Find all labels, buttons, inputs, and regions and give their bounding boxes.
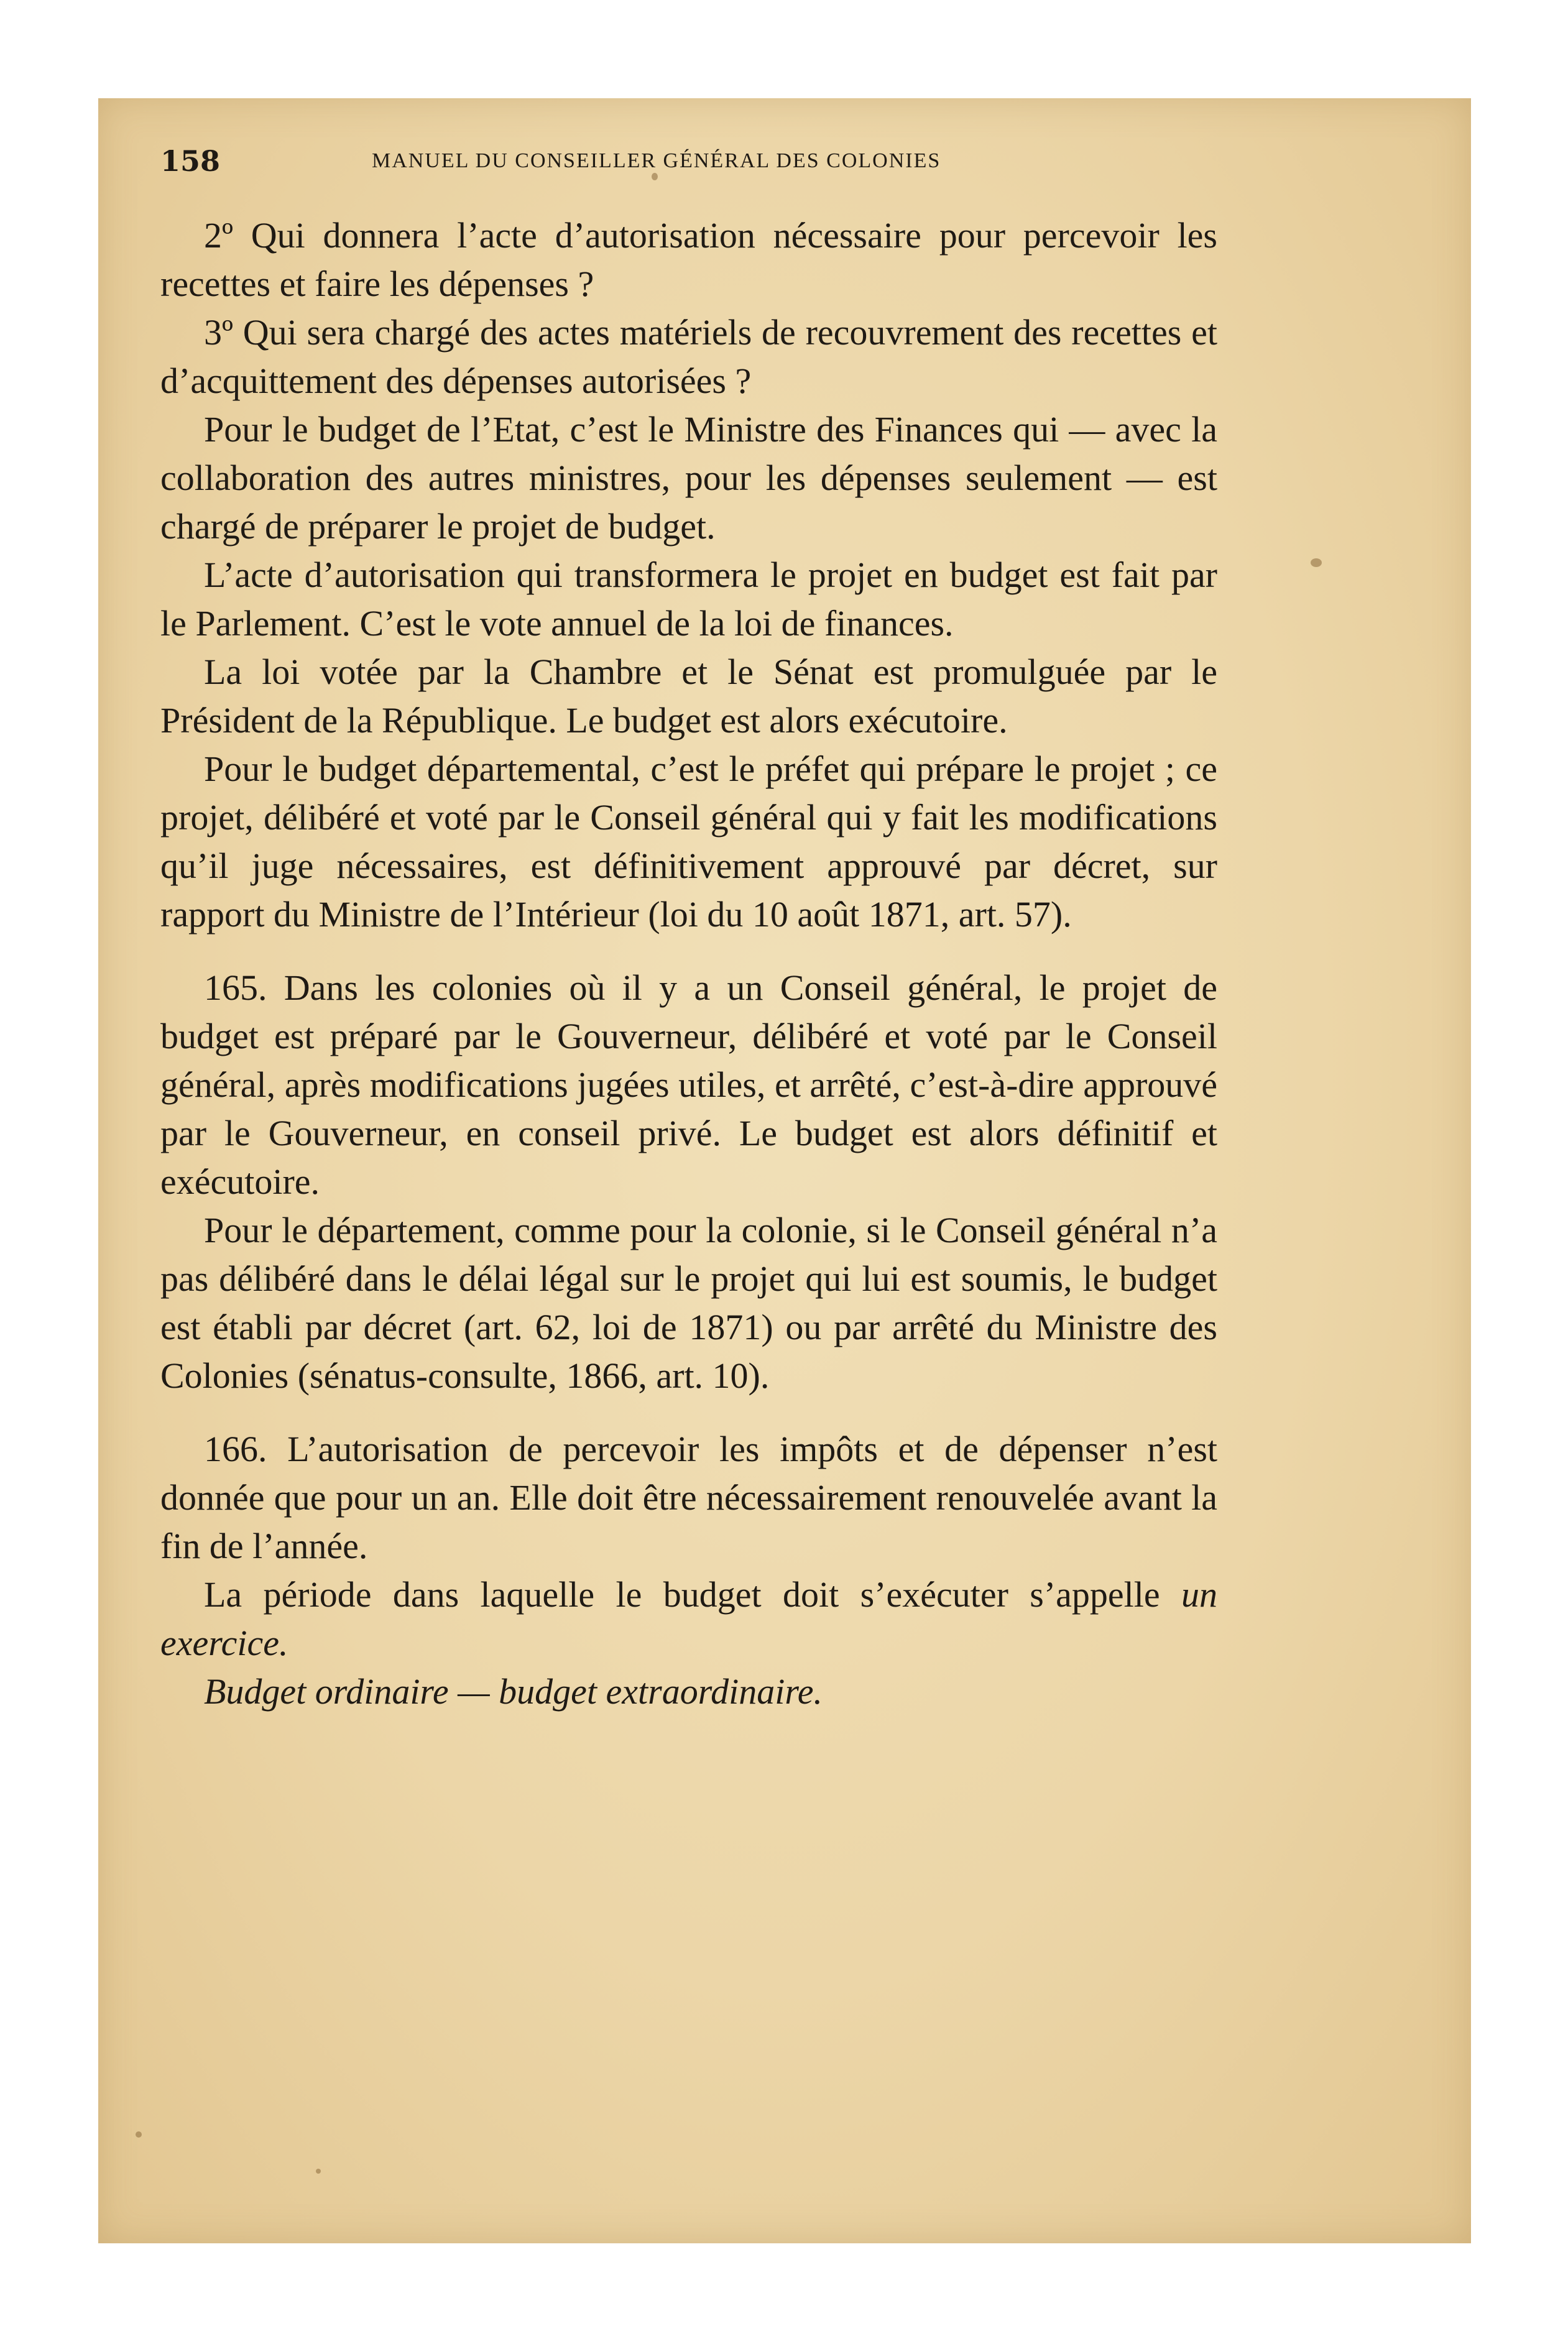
paragraph-exercice (160, 1571, 1217, 1668)
paragraph: L’acte d’autorisation qui transformera le projet en budget est fait par le Parlement. C’est le vote annuel de la loi de finances. (160, 555, 1217, 644)
paragraph: La loi votée par la Chambre et le Sénat est promulguée par le Président de la République. Le budget est alors exécutoire. (160, 652, 1217, 741)
ink-spot (316, 2169, 321, 2174)
budget-heading: Budget ordinaire — budget extraordinaire. (204, 1671, 823, 1712)
paragraph-166: 166. L’autorisation de percevoir les impôts et de dépenser n’est donnée que pour un an. Elle doit être nécessairement renouvelée avant la fin de l’année. (160, 1429, 1217, 1566)
paragraph: 3º Qui sera chargé des actes matériels de recouvrement des recettes et d’acquittement des dépenses autorisées ? (160, 312, 1217, 401)
exercice-text: La période dans laquelle le budget doit s’exécuter s’appelle (204, 1574, 1160, 1615)
paragraph: Pour le budget de l’Etat, c’est le Ministre des Finances qui — avec la collaboration des autres ministres, pour les dépenses seulement — est chargé de préparer le projet de budget. (160, 409, 1217, 547)
ink-spot (136, 2131, 142, 2138)
body-text (160, 211, 1217, 1716)
paragraph-165: 165. Dans les colonies où il y a un Conseil général, le projet de budget est préparé par le Gouverneur, délibéré et voté par le Conseil général, après modifications jugées utiles, et arrêté, c’est-à-dire approuvé par le Gouverneur, en conseil privé. Le budget est alors définitif et exécutoire. (160, 967, 1217, 1202)
page-number: 158 (160, 144, 221, 178)
running-title: MANUEL DU CONSEILLER GÉNÉRAL DES COLONIES (372, 149, 941, 172)
running-head (160, 144, 1205, 182)
paragraph: Pour le département, comme pour la colonie, si le Conseil général n’a pas délibéré dans le délai légal sur le projet qui lui est soumis, le budget est établi par décret (art. 62, loi de 1871) ou par arrêté du Ministre des Colonies (sénatus-consulte, 1866, art. 10). (160, 1210, 1217, 1396)
paragraph: Pour le budget départemental, c’est le préfet qui prépare le projet ; ce projet, délibéré et voté par le Conseil général qui y fait les modifications qu’il juge nécessaires, est définitivement approuvé par décret, sur rapport du Ministre de l’Intérieur (loi du 10 août 1871, art. 57). (160, 749, 1217, 935)
paragraph-budget-heading (160, 1668, 1217, 1716)
exercice-term: un exercice. (160, 1574, 1217, 1663)
paragraph: 2º Qui donnera l’acte d’autorisation nécessaire pour percevoir les recettes et faire les dépenses ? (160, 215, 1217, 304)
ink-spot (1311, 558, 1322, 567)
